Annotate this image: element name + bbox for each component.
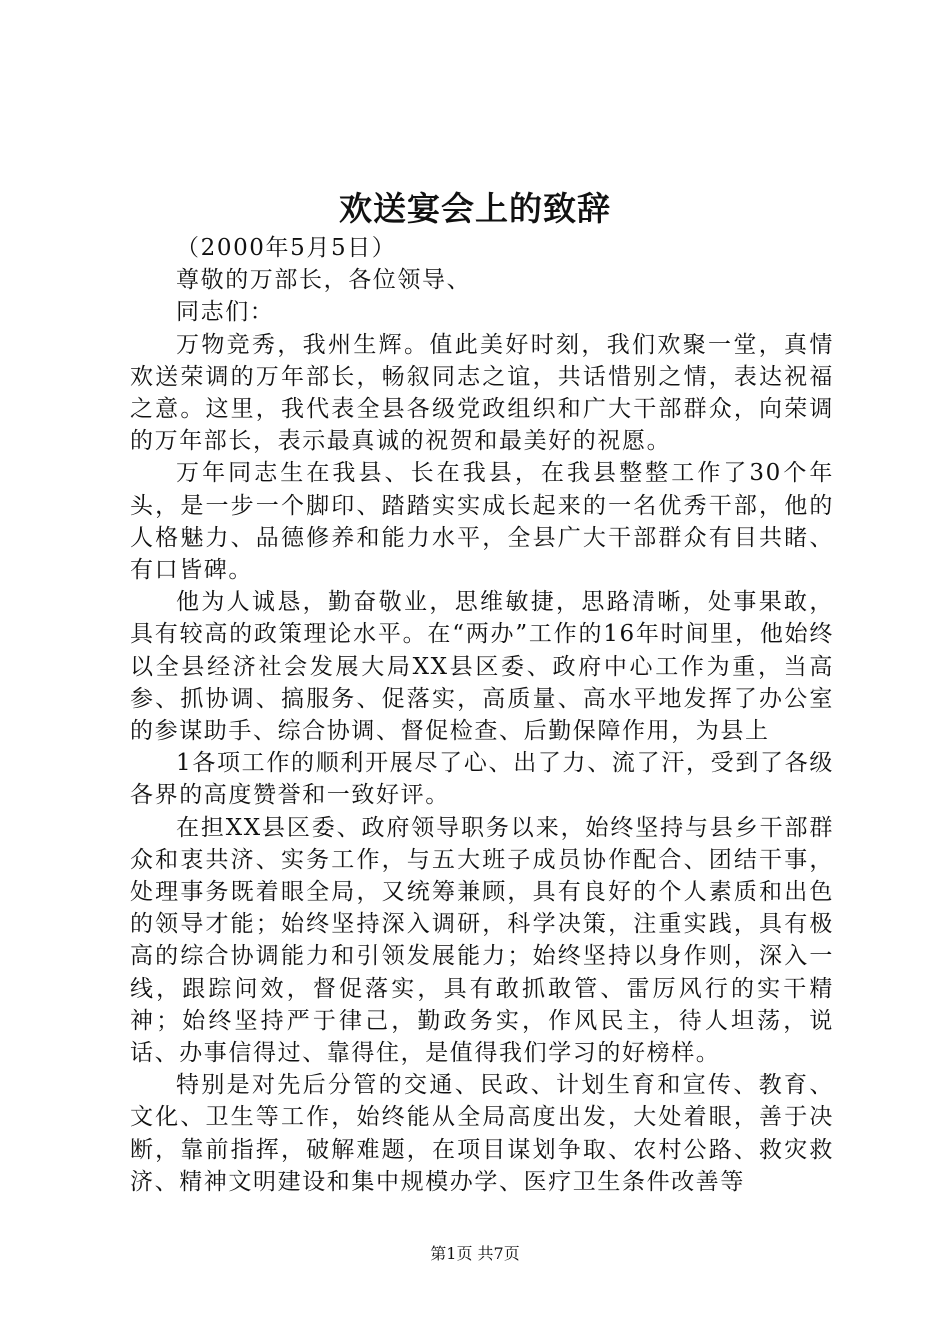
body-paragraph: 他为人诚恳，勤奋敬业，思维敏捷，思路清晰，处事果敢，具有较高的政策理论水平。在“两办”工作的16年时间里，他始终以全县经济社会发展大局XX县区委、政府中心工作为重，当高参、抓协调、搞服务、促落实，高质量、高水平地发挥了办公室的参谋助手、综合协调、督促检查、后勤保障作用，为县上 (130, 589, 834, 745)
body-paragraph: 万年同志生在我县、长在我县，在我县整整工作了30个年头，是一步一个脚印、踏踏实实成长起来的一名优秀干部，他的人格魅力、品德修养和能力水平，全县广大干部群众有目共睹、有口皆碑。 (130, 460, 834, 584)
document-title: 欢送宴会上的致辞 (339, 189, 611, 228)
body-paragraph: 在担XX县区委、政府领导职务以来，始终坚持与县乡干部群众和衷共济、实务工作，与五大班子成员协作配合、团结干事，处理事务既着眼全局，又统筹兼顾，具有良好的个人素质和出色的领导才能；始终坚持深入调研，科学决策，注重实践，具有极高的综合协调能力和引领发展能力；始终坚持以身作则，深入一线，跟踪问效，督促落实，具有敢抓敢管、雷厉风行的实干精神；始终坚持严于律己，勤政务实，作风民主，待人坦荡，说话、办事信得过、靠得住，是值得我们学习的好榜样。 (130, 814, 834, 1067)
body-paragraph: 万物竞秀，我州生辉。值此美好时刻，我们欢聚一堂，真情欢送荣调的万年部长，畅叙同志之谊，共话惜别之情，表达祝福之意。这里，我代表全县各级党政组织和广大干部群众，向荣调的万年部长，表示最真诚的祝贺和最美好的祝愿。 (130, 331, 834, 455)
body-paragraph: 特别是对先后分管的交通、民政、计划生育和宣传、教育、文化、卫生等工作，始终能从全局高度出发，大处着眼，善于决断，靠前指挥，破解难题，在项目谋划争取、农村公路、救灾救济、精神文明建设和集中规模办学、医疗卫生条件改善等 (130, 1072, 834, 1195)
date-line: （2000年5月5日） (176, 235, 397, 261)
page-footer: 第1页 共7页 (430, 1244, 520, 1263)
document-body (130, 232, 834, 1198)
salutation-line: 同志们： (176, 299, 275, 326)
body-paragraph: 1各项工作的顺利开展尽了心、出了力、流了汗，受到了各级各界的高度赞誉和一致好评。 (130, 750, 834, 809)
salutation-line: 尊敬的万部长，各位领导、 (176, 267, 472, 294)
